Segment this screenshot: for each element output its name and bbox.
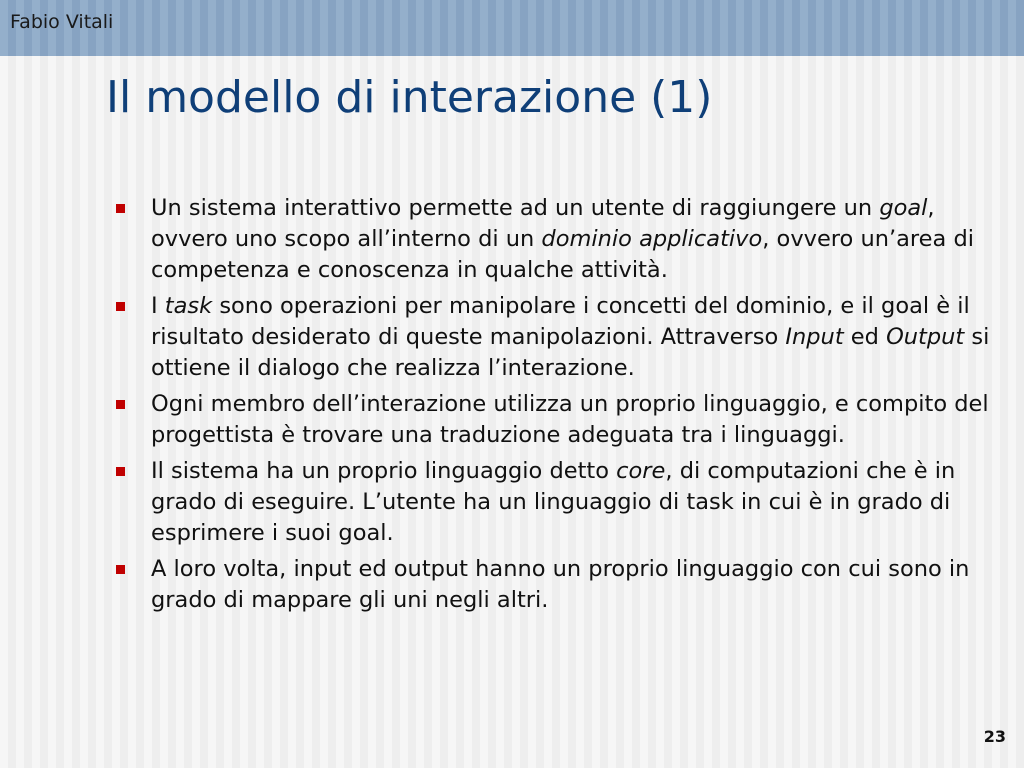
emphasized-term: task: [164, 293, 213, 319]
bullet-square-icon: [116, 467, 125, 476]
bullet-text: Un sistema interattivo permette ad un utente di raggiungere un: [151, 195, 880, 221]
bullet-text: ed: [843, 324, 887, 350]
bullet-text: , ovvero un’area di competenza e conoscenza in qualche attività.: [151, 226, 975, 283]
page-number: 23: [983, 727, 1006, 746]
bullet-list: [112, 193, 1002, 621]
emphasized-term: dominio applicativo: [541, 226, 763, 252]
bullet-text: , ovvero uno scopo all’interno di un: [151, 195, 935, 252]
bullet-text: si ottiene il dialogo che realizza l’interazione.: [151, 324, 990, 381]
bullet-text: Ogni membro dell’interazione utilizza un proprio linguaggio, e compito del progettista è trovare una traduzione adeguata tra i linguaggi.: [151, 391, 989, 448]
bullet-square-icon: [116, 204, 125, 213]
bullet-text: sono operazioni per manipolare i concetti del dominio, e il goal è il risultato desiderato di queste manipolazioni. Attraverso: [151, 293, 970, 350]
bullet-text: A loro volta, input ed output hanno un proprio linguaggio con cui sono in grado di mappare gli uni negli altri.: [151, 556, 970, 613]
author-name: Fabio Vitali: [10, 11, 114, 33]
bullet-item: [112, 291, 1002, 384]
emphasized-term: goal: [879, 195, 928, 221]
bullet-text: I: [151, 293, 165, 319]
bullet-square-icon: [116, 565, 125, 574]
bullet-text: , di computazioni che è in grado di eseguire. L’utente ha un linguaggio di task in cui è in grado di esprimere i suoi goal.: [151, 458, 956, 546]
bullet-text: Il sistema ha un proprio linguaggio detto: [151, 458, 617, 484]
bullet-square-icon: [116, 400, 125, 409]
bullet-item: [112, 193, 1002, 286]
bullet-item: [112, 456, 1002, 549]
emphasized-term: Input: [785, 324, 844, 350]
bullet-square-icon: [116, 302, 125, 311]
bullet-item: [112, 389, 1002, 451]
bullet-item: [112, 554, 1002, 616]
emphasized-term: core: [616, 458, 666, 484]
emphasized-term: Output: [886, 324, 965, 350]
slide-title: Il modello di interazione (1): [106, 72, 713, 123]
header-band: [0, 0, 1024, 56]
